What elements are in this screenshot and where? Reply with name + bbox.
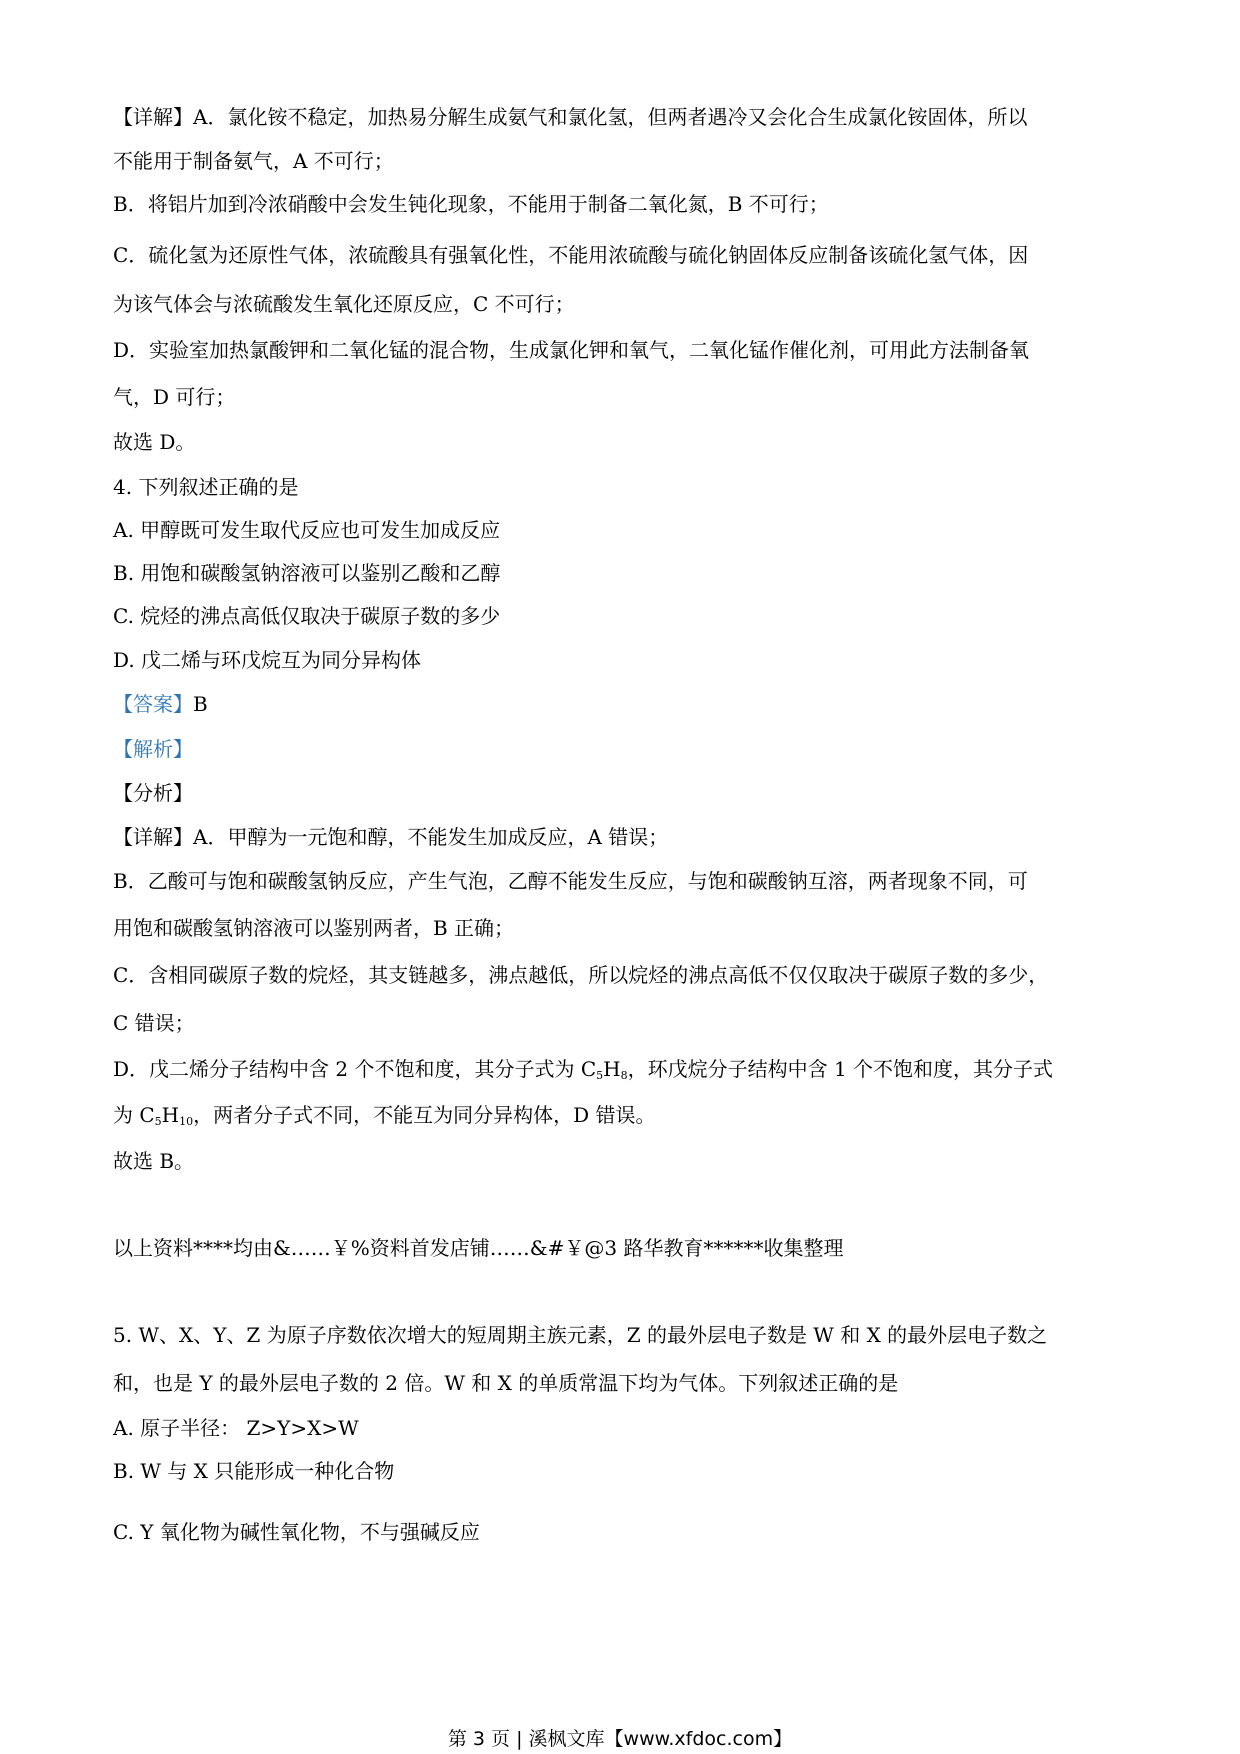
q4-option-b: B. 用饱和碳酸氢钠溶液可以鉴别乙酸和乙醇 (113, 561, 501, 585)
q3-detail-d-line2: 气，D 可行； (113, 385, 236, 409)
q4-detail-c-line2: C 错误； (113, 1011, 195, 1035)
q3-detail-a-line1: 【详解】A．氯化铵不稳定，加热易分解生成氨气和氯化氢，但两者遇冷又会化合生成氯化铵固体，所以 (113, 105, 1028, 129)
formula-text: ，环戊烷分子结构中含 1 个不饱和度，其分子式 (627, 1057, 1054, 1081)
q4-answer (113, 690, 208, 718)
q4-option-d: D. 戊二烯与环戊烷互为同分异构体 (113, 648, 422, 672)
q4-conclusion: 故选 B。 (113, 1149, 195, 1173)
formula-text: H (161, 1103, 180, 1127)
formula-subscript: 8 (620, 1069, 628, 1082)
q4-detail-a: 【详解】A．甲醇为一元饱和醇，不能发生加成反应，A 错误； (113, 825, 669, 849)
q5-option-b: B. W 与 X 只能形成一种化合物 (113, 1459, 395, 1483)
formula-text: 为 C (113, 1103, 155, 1127)
q4-option-c: C. 烷烃的沸点高低仅取决于碳原子数的多少 (113, 604, 501, 628)
q5-option-a: A. 原子半径： Z>Y>X>W (113, 1416, 359, 1440)
q4-detail-d-line2 (113, 1101, 656, 1129)
q3-detail-b: B．将铝片加到冷浓硝酸中会发生钝化现象，不能用于制备二氧化氮，B 不可行； (113, 192, 829, 216)
formula-text: ，两者分子式不同，不能互为同分异构体，D 错误。 (193, 1103, 656, 1127)
formula-text: H (603, 1057, 621, 1081)
answer-label: 【答案】 (113, 692, 193, 716)
q4-stem: 4. 下列叙述正确的是 (113, 475, 299, 499)
watermark-line: 以上资料****均由&……￥%资料首发店铺……&#￥@3 路华教育******收集整理 (113, 1236, 844, 1260)
q5-stem-line1: 5. W、X、Y、Z 为原子序数依次增大的短周期主族元素，Z 的最外层电子数是 W 和 X 的最外层电子数之 (113, 1323, 1048, 1347)
q5-stem-line2: 和，也是 Y 的最外层电子数的 2 倍。W 和 X 的单质常温下均为气体。下列叙述正确的是 (113, 1371, 899, 1395)
q5-option-c: C. Y 氧化物为碱性氧化物，不与强碱反应 (113, 1520, 480, 1544)
q3-conclusion: 故选 D。 (113, 430, 196, 454)
q3-detail-a-line2: 不能用于制备氨气，A 不可行； (113, 149, 394, 173)
formula-text: D．戊二烯分子结构中含 2 个不饱和度，其分子式为 C (113, 1057, 597, 1081)
q4-detail-b-line2: 用饱和碳酸氢钠溶液可以鉴别两者，B 正确； (113, 916, 515, 940)
q3-detail-c-line2: 为该气体会与浓硫酸发生氧化还原反应，C 不可行； (113, 292, 575, 316)
analysis-label: 【解析】 (113, 737, 193, 761)
formula-subscript: 10 (179, 1115, 194, 1128)
page-footer: 第 3 页 | 溪枫文库【www.xfdoc.com】 (447, 1728, 793, 1750)
q3-detail-c-line1: C．硫化氢为还原性气体，浓硫酸具有强氧化性，不能用浓硫酸与硫化钠固体反应制备该硫化氢气体，因 (113, 243, 1029, 267)
q4-option-a: A. 甲醇既可发生取代反应也可发生加成反应 (113, 518, 501, 542)
q4-detail-c-line1: C．含相同碳原子数的烷烃，其支链越多，沸点越低，所以烷烃的沸点高低不仅仅取决于碳原子数的多少， (113, 963, 1049, 987)
q4-detail-d-line1 (113, 1055, 1053, 1083)
q3-detail-d-line1: D．实验室加热氯酸钾和二氧化锰的混合物，生成氯化钾和氧气，二氧化锰作催化剂，可用此方法制备氧 (113, 338, 1030, 362)
formula-subscript: 5 (154, 1115, 162, 1128)
answer-value: B (193, 692, 208, 716)
formula-subscript: 5 (596, 1069, 604, 1082)
fenxi-label: 【分析】 (113, 781, 193, 805)
q4-detail-b-line1: B．乙酸可与饱和碳酸氢钠反应，产生气泡，乙醇不能发生反应，与饱和碳酸钠互溶，两者现象不同，可 (113, 869, 1028, 893)
